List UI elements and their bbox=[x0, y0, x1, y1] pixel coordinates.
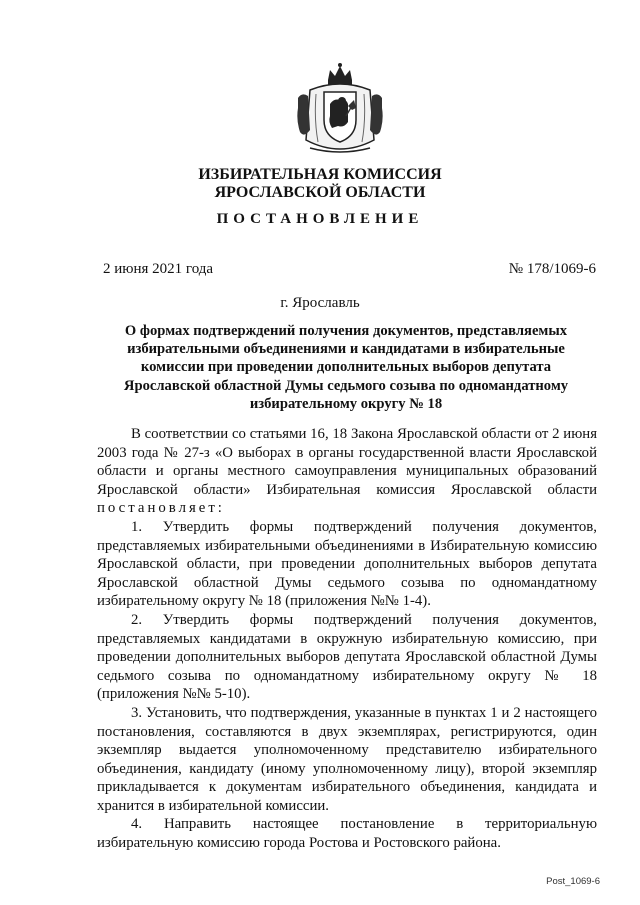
organization-name-line-1: ИЗБИРАТЕЛЬНАЯ КОМИССИЯ bbox=[198, 166, 442, 183]
document-title: О формах подтверждений получения документов, представляемых избирательными объединениями и кандидатами в избирательные комиссии при проведении дополнительных выборов депутата Ярославской областной Думы седьмого созыва по одномандатному избирательному округу № 18 bbox=[123, 323, 569, 412]
resolution-item-4: 4. Направить настоящее постановление в территориальную избирательную комиссию города Ростова и Ростовского района. bbox=[97, 816, 597, 852]
resolution-item-2: 2. Утвердить формы подтверждений получения документов, представляемых кандидатами в окружную избирательную комиссию, при проведении дополнительных выборов депутата Ярославской областной Думы седьмого созыва по одномандатному избирательному округу № 18 (приложения №№ 5-10). bbox=[97, 611, 597, 703]
document-type-heading: ПОСТАНОВЛЕНИЕ bbox=[216, 211, 424, 227]
preamble-text: В соответствии со статьями 16, 18 Закона Ярославской области от 2 июня 2003 года № 27-з «О выборах в органы государственной власти Ярославской области и органы местного самоуправления муниципальных образований Ярославской области» Избирательная комиссия Ярославской области bbox=[97, 426, 597, 498]
resolution-item-3: 3. Установить, что подтверждения, указанные в пунктах 1 и 2 настоящего постановления, составляются в двух экземплярах, регистрируются, один экземпляр выдается уполномоченному представителю избирательного объединения, кандидату (иному уполномоченному лицу), второй экземпляр прикладывается к документам избирательного объединения, кандидата и хранится в избирательной комиссии. bbox=[97, 704, 597, 814]
document-body bbox=[97, 425, 597, 853]
document-date: 2 июня 2021 года bbox=[103, 261, 214, 277]
resolves-word: постановляет: bbox=[97, 500, 225, 517]
preamble-paragraph bbox=[97, 425, 597, 518]
footer-document-code: Post_1069-6 bbox=[546, 876, 600, 887]
organization-name-line-2: ЯРОСЛАВСКОЙ ОБЛАСТИ bbox=[214, 184, 426, 201]
coat-of-arms-icon bbox=[290, 60, 390, 160]
document-city: г. Ярославль bbox=[280, 295, 360, 311]
resolution-item-1: 1. Утвердить формы подтверждений получения документов, представляемых избирательными объединениями в Избирательную комиссию Ярославской области, при проведении дополнительных выборов депутата Ярославской областной Думы седьмого созыва по одномандатному избирательному округу № 18 (приложения №№ 1-4). bbox=[97, 518, 597, 610]
document-number: № 178/1069-6 bbox=[508, 261, 596, 277]
